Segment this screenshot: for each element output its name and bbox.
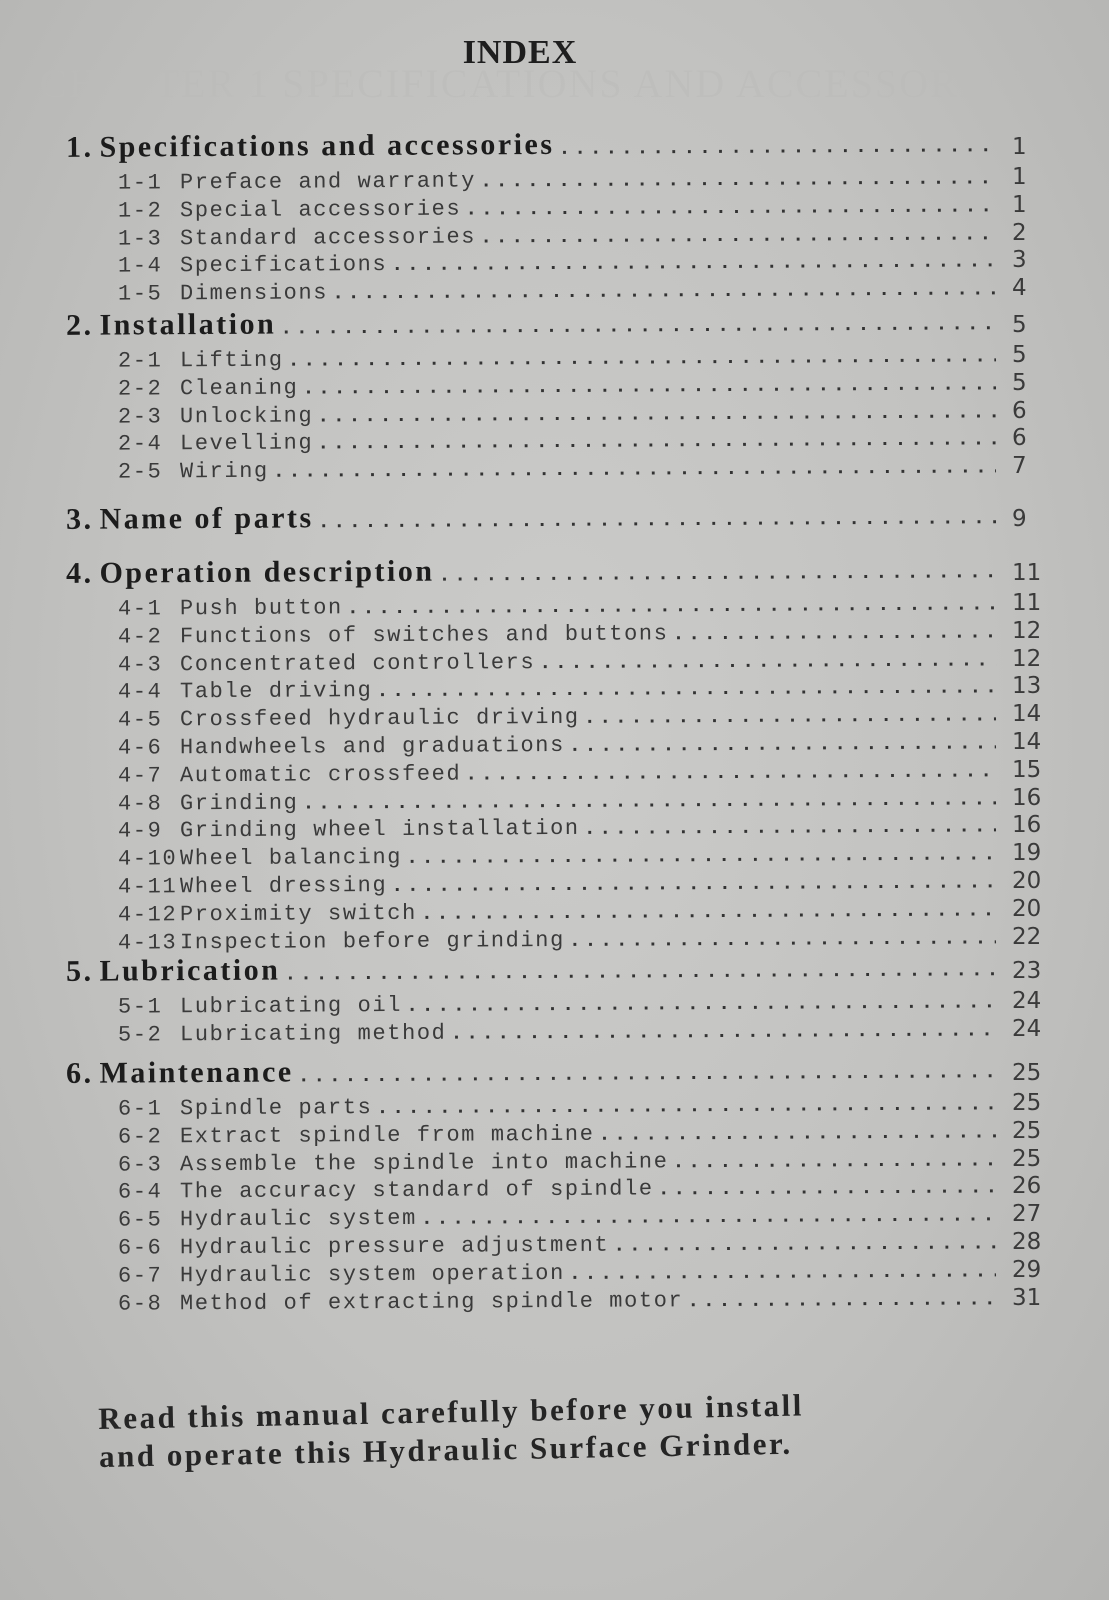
index-entry <box>118 1258 996 1288</box>
entry-number: 1-3 <box>117 226 163 252</box>
entry-title: Hydraulic pressure adjustment <box>179 1232 610 1261</box>
chapter-title: Operation description <box>99 554 435 590</box>
index-entry <box>118 249 996 279</box>
dot-leader <box>421 899 996 926</box>
index-entry <box>118 1017 996 1047</box>
entry-page-number: 4 <box>1012 275 1027 302</box>
entry-number: 6-2 <box>117 1124 163 1150</box>
entry-number: 1-2 <box>117 198 163 224</box>
page-title: INDEX <box>462 34 578 71</box>
entry-number: 4-1 <box>117 596 163 622</box>
index-entry <box>118 730 996 760</box>
chapter-heading <box>66 497 996 537</box>
entry-number: 6-7 <box>117 1263 163 1289</box>
index-entry <box>118 1175 996 1205</box>
dot-leader <box>298 1061 996 1088</box>
entry-title: Wheel balancing <box>179 845 403 872</box>
dot-leader <box>280 313 996 340</box>
dot-leader <box>302 788 996 815</box>
entry-title: Lifting <box>179 347 284 374</box>
index-entry <box>118 1091 996 1121</box>
index-entry <box>118 814 996 844</box>
index-entry <box>118 897 996 927</box>
entry-title: Hydraulic system operation <box>179 1260 565 1289</box>
chapter-page-number: 1 <box>1012 134 1027 160</box>
entry-number: 4-7 <box>117 763 163 789</box>
chapter-title: Maintenance <box>99 1055 294 1090</box>
chapter-page-number: 23 <box>1012 958 1042 984</box>
entry-title: Grinding wheel installation <box>179 816 580 844</box>
dot-leader <box>284 959 996 986</box>
entry-number: 2-1 <box>117 348 163 374</box>
dot-leader <box>480 223 996 249</box>
chapter-page-number: 11 <box>1012 560 1042 586</box>
entry-page-number: 27 <box>1012 1201 1042 1228</box>
entry-title: Standard accessories <box>179 224 477 251</box>
entry-number: 4-2 <box>117 624 163 650</box>
chapter-number: 2. <box>65 308 94 342</box>
entry-page-number: 28 <box>1012 1229 1042 1255</box>
chapter-heading <box>66 551 996 591</box>
entry-number: 6-3 <box>117 1152 163 1178</box>
dot-leader <box>584 705 996 731</box>
entry-number: 6-6 <box>117 1235 163 1261</box>
entry-page-number: 5 <box>1012 369 1027 396</box>
chapter-number: 3. <box>65 502 94 536</box>
dot-leader <box>332 279 996 306</box>
chapter-page-number: 9 <box>1012 506 1027 532</box>
entry-page-number: 11 <box>1012 590 1042 616</box>
dot-leader <box>406 844 996 871</box>
index-entry <box>118 455 996 485</box>
dot-leader <box>569 732 996 758</box>
entry-page-number: 26 <box>1012 1173 1042 1200</box>
entry-page-number: 16 <box>1012 812 1042 839</box>
entry-number: 4-3 <box>117 652 163 678</box>
index-entry <box>118 1203 996 1233</box>
index-entry <box>118 619 996 649</box>
dot-leader <box>672 621 996 646</box>
entry-page-number: 31 <box>1012 1284 1042 1311</box>
entry-title: Spindle parts <box>179 1095 373 1122</box>
footer-line-2: and operate this Hydraulic Surface Grinder. <box>98 1425 793 1474</box>
entry-page-number: 12 <box>1012 645 1042 672</box>
chapter-number: 4. <box>65 556 94 590</box>
entry-title: Wiring <box>179 458 269 485</box>
chapter-title: Specifications and accessories <box>99 127 555 164</box>
entry-number: 6-5 <box>117 1207 163 1233</box>
entry-page-number: 22 <box>1012 923 1042 950</box>
dot-leader <box>658 1177 996 1202</box>
entry-page-number: 25 <box>1012 1145 1042 1172</box>
entry-title: Table driving <box>179 678 373 705</box>
index-entry <box>118 343 996 373</box>
entry-number: 2-3 <box>117 404 163 430</box>
dot-leader <box>584 816 996 842</box>
entry-title: Proximity switch <box>179 900 417 928</box>
entry-number: 1-4 <box>117 253 163 280</box>
entry-page-number: 14 <box>1012 701 1042 728</box>
entry-page-number: 6 <box>1012 425 1027 452</box>
entry-number: 1-5 <box>117 281 163 307</box>
chapter-heading <box>66 1051 996 1091</box>
index-entry <box>118 221 996 251</box>
entry-title: Automatic crossfeed <box>179 761 462 789</box>
dot-leader <box>317 401 996 428</box>
dot-leader <box>539 649 996 675</box>
index-entry <box>118 1147 996 1177</box>
dot-leader <box>598 1121 996 1146</box>
entry-page-number: 25 <box>1012 1090 1042 1116</box>
entry-page-number: 5 <box>1012 342 1027 368</box>
entry-page-number: 2 <box>1012 219 1027 246</box>
index-entry <box>118 647 996 677</box>
chapter-number: 6. <box>65 1056 94 1090</box>
entry-title: Hydraulic system <box>179 1206 417 1233</box>
entry-number: 4-6 <box>117 735 163 761</box>
index-entry <box>118 675 996 705</box>
chapter-heading <box>66 303 996 343</box>
entry-number: 4-5 <box>117 707 163 733</box>
index-entry <box>118 1119 996 1149</box>
dot-leader <box>613 1232 996 1257</box>
index-entry <box>118 277 996 307</box>
entry-number: 4-10 <box>117 846 178 872</box>
footer-line-1: Read this manual carefully before you install <box>98 1387 805 1436</box>
entry-page-number: 16 <box>1012 784 1042 811</box>
dot-leader <box>465 195 996 221</box>
entry-page-number: 20 <box>1012 895 1042 922</box>
entry-title: Lubricating method <box>179 1020 447 1048</box>
entry-number: 6-4 <box>117 1179 163 1206</box>
chapter-page-number: 5 <box>1012 312 1027 338</box>
dot-leader <box>317 429 996 456</box>
dot-leader <box>302 373 996 400</box>
entry-number: 6-1 <box>117 1096 163 1122</box>
index-entry <box>118 591 996 621</box>
dot-leader <box>558 135 996 161</box>
entry-page-number: 24 <box>1012 1015 1042 1042</box>
entry-page-number: 7 <box>1012 453 1027 480</box>
entry-page-number: 1 <box>1012 191 1027 218</box>
entry-page-number: 1 <box>1012 164 1027 190</box>
entry-page-number: 14 <box>1012 729 1042 755</box>
entry-number: 4-4 <box>117 679 163 706</box>
chapter-heading <box>66 125 996 165</box>
entry-title: Extract spindle from machine <box>179 1121 595 1150</box>
entry-title: Crossfeed hydraulic driving <box>179 705 580 733</box>
chapter-number: 1. <box>65 130 94 164</box>
entry-number: 4-8 <box>117 791 163 817</box>
entry-page-number: 19 <box>1012 840 1042 867</box>
entry-page-number: 20 <box>1012 868 1042 894</box>
entry-title: Assemble the spindle into machine <box>179 1148 669 1177</box>
dot-leader <box>406 991 996 1018</box>
dot-leader <box>450 1019 996 1045</box>
entry-number: 1-1 <box>117 170 163 196</box>
index-entry <box>118 1286 996 1316</box>
entry-page-number: 25 <box>1012 1117 1042 1144</box>
index-entry <box>118 1230 996 1260</box>
entry-number: 2-5 <box>117 459 163 485</box>
entry-page-number: 29 <box>1012 1256 1042 1283</box>
entry-number: 4-11 <box>117 874 178 900</box>
index-entry <box>118 703 996 733</box>
entry-title: Wheel dressing <box>179 873 388 900</box>
dot-leader <box>569 1260 996 1286</box>
entry-page-number: 6 <box>1012 397 1027 424</box>
chapter-number: 5. <box>65 954 94 988</box>
entry-number: 5-1 <box>117 994 163 1020</box>
entry-number: 5-2 <box>117 1022 163 1048</box>
index-entry <box>118 427 996 457</box>
index-entry <box>118 165 996 195</box>
index-entry <box>118 842 996 872</box>
dot-leader <box>347 593 996 620</box>
dot-leader <box>376 677 996 704</box>
entry-title: Dimensions <box>179 280 329 307</box>
dot-leader <box>318 507 996 534</box>
dot-leader <box>376 1093 996 1120</box>
entry-title: Cleaning <box>179 375 299 402</box>
entry-page-number: 24 <box>1012 988 1042 1014</box>
entry-number: 6-8 <box>117 1291 163 1317</box>
chapter-title: Name of parts <box>99 501 314 536</box>
dot-leader <box>273 457 996 484</box>
show-through-text: CHAPTER 1 SPECIFICATIONS AND ACCESSORIES <box>40 61 1025 106</box>
entry-page-number: 15 <box>1012 756 1042 783</box>
entry-title: Concentrated controllers <box>179 649 536 677</box>
dot-leader <box>480 167 996 193</box>
entry-title: Functions of switches and buttons <box>179 621 669 650</box>
index-entry <box>118 869 996 899</box>
chapter-heading <box>66 949 996 989</box>
dot-leader <box>672 1149 996 1174</box>
entry-title: Levelling <box>179 430 314 457</box>
dot-leader <box>391 251 996 278</box>
entry-title: Push button <box>179 595 343 622</box>
index-entry <box>118 989 996 1019</box>
dot-leader <box>288 345 997 372</box>
chapter-title: Lubrication <box>99 953 281 988</box>
entry-number: 2-2 <box>117 376 163 402</box>
entry-title: Handwheels and graduations <box>179 732 565 761</box>
entry-title: Inspection before grinding <box>179 927 565 955</box>
footer-note <box>98 1382 1059 1476</box>
entry-title: Lubricating oil <box>179 992 403 1020</box>
dot-leader <box>438 561 996 587</box>
entry-title: Grinding <box>179 790 299 816</box>
index-entry <box>118 371 996 401</box>
entry-title: The accuracy standard of spindle <box>179 1176 654 1205</box>
chapter-title: Installation <box>99 307 277 342</box>
entry-number: 2-4 <box>117 431 163 458</box>
entry-number: 4-12 <box>117 902 178 928</box>
dot-leader <box>421 1205 996 1232</box>
entry-title: Unlocking <box>179 403 314 429</box>
entry-number: 4-13 <box>117 929 178 956</box>
entry-title: Preface and warranty <box>179 168 477 196</box>
entry-page-number: 3 <box>1012 247 1027 274</box>
dot-leader <box>391 871 996 898</box>
dot-leader <box>687 1288 996 1313</box>
index-entry <box>118 786 996 816</box>
index-entry <box>118 399 996 429</box>
entry-page-number: 13 <box>1012 673 1042 700</box>
entry-number: 4-9 <box>117 818 163 845</box>
index-entry <box>118 193 996 223</box>
dot-leader <box>465 760 996 786</box>
index-entry <box>118 758 996 788</box>
entry-title: Special accessories <box>179 196 462 224</box>
entry-page-number: 12 <box>1012 617 1042 644</box>
entry-title: Specifications <box>179 252 388 279</box>
entry-title: Method of extracting spindle motor <box>179 1287 684 1316</box>
chapter-page-number: 25 <box>1012 1060 1042 1086</box>
